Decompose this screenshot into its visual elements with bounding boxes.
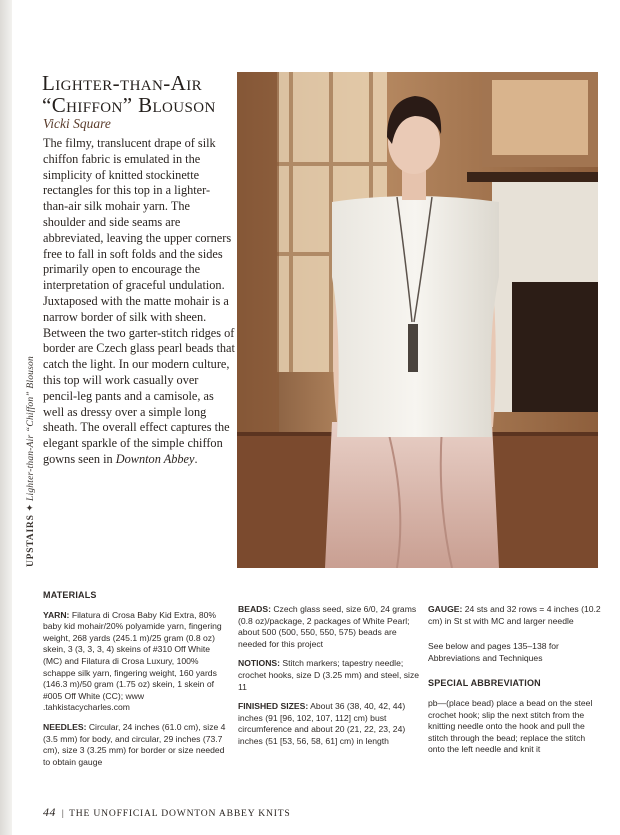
intro-italic-title: Downton Abbey <box>115 451 195 466</box>
beads-spec <box>238 604 420 650</box>
needles-label: NEEDLES: <box>43 721 87 732</box>
yarn-text: Filatura di Crosa Baby Kid Extra, 80% baby kid mohair/20% polyamide yarn, fingering weight, 268 yards (245.1 m)/25 gram (0.8 oz) skein, 3 (3, 3, 3, 4) skeins of #310 Off White (MC) and Filatura di Crosa Luxury, 100% schappe silk yarn, fingering weight, 160 yards (146.3 m)/50 gram (1.75 oz) skein, 1 skein of #005 Off White (CC); www .tahkistacycharles.com <box>43 609 222 713</box>
see-below-note: See below and pages 135–138 for Abbreviations and Techniques <box>428 641 559 663</box>
running-head-title: Lighter-than-Air “Chiffon” Blouson <box>26 356 36 501</box>
materials-heading: MATERIALS <box>43 590 97 600</box>
page-footer <box>43 805 291 820</box>
book-title: THE UNOFFICIAL DOWNTON ABBEY KNITS <box>69 808 291 819</box>
materials-column-2 <box>238 604 420 756</box>
needles-text: Circular, 24 inches (61.0 cm), size 4 (3.5 mm) for body, and circular, 29 inches (73.7 cm), size 3 (3.25 mm) for border or size needed to obtain gauge <box>43 721 226 767</box>
yarn-label: YARN: <box>43 609 70 620</box>
beads-label: BEADS: <box>238 604 271 614</box>
special-abbreviation-text: pb—(place bead) place a bead on the steel crochet hook; slip the next stitch from the knitting needle onto the hook and pull the stitch through the bead; replace the stitch onto the left needle and knit it <box>428 697 593 755</box>
notions-label: NOTIONS: <box>238 658 281 669</box>
intro-period: . <box>194 451 198 466</box>
beads-text: Czech glass seed, size 6/0, 24 grams (0.8 oz)/package, 2 packages of White Pearl; about 500 (500, 550, 550, 575) beads are needed for this project <box>238 604 417 649</box>
needles-spec <box>43 722 230 768</box>
yarn-spec <box>43 610 230 714</box>
model-photo-illustration <box>237 72 598 568</box>
gauge-label: GAUGE: <box>428 604 463 614</box>
finished-sizes-label: FINISHED SIZES: <box>238 701 309 712</box>
gauge-text: 24 sts and 32 rows = 4 inches (10.2 cm) in St st with MC and larger needle <box>428 604 601 626</box>
pattern-title-line-1: Lighter-than-Air <box>42 71 203 95</box>
special-abbreviation-heading: SPECIAL ABBREVIATION <box>428 678 541 689</box>
gauge-spec <box>428 604 603 627</box>
page-edge <box>0 0 12 835</box>
running-head-section: UPSTAIRS <box>26 514 36 567</box>
running-head-vertical <box>25 356 39 567</box>
materials-column-1 <box>43 590 230 776</box>
page-number: 44 <box>43 805 56 819</box>
intro-main-text: The filmy, translucent drape of silk chiffon fabric is emulated in the simplicity of knitted stockinette rectangles for this top in a lighter-than-air silk mohair yarn. The shoulder and side seams are abbreviated, leaving the upper corners free to fall in soft folds and the sides primarily open to encourage the interpretation of graceful undulation. Juxtaposed with the matte mohair is a narrow border of silk with sheen. Between the two garter-stitch ridges of border are Czech glass pearl beads that catch the light. In our modern culture, this top will work casually over pencil-leg pants and a camisole, as well as dressy over a simple long sheath. The overall effect captures the elegant sparkle of the simple chiffon gowns seen in <box>43 136 235 466</box>
model-photo <box>237 72 598 568</box>
author-name: Vicki Square <box>43 116 111 131</box>
finished-sizes-text: About 36 (38, 40, 42, 44) inches (91 [96, 102, 107, 112] cm) bust circumference and about 20 (21, 22, 23, 24) inches (51 [53, 56, 58, 61] cm) in length <box>238 701 406 746</box>
finished-sizes-spec <box>238 701 420 747</box>
notions-text: Stitch markers; tapestry needle; crochet hooks, size D (3.25 mm) and steel, size 11 <box>238 658 420 692</box>
footer-divider: | <box>61 808 65 819</box>
intro-paragraph <box>43 136 235 468</box>
materials-column-3 <box>428 604 603 764</box>
pattern-title <box>42 72 237 116</box>
running-head-separator-icon: ✦ <box>26 503 36 512</box>
notions-spec <box>238 658 420 693</box>
pattern-title-line-2: “Chiffon” Blouson <box>42 93 216 117</box>
